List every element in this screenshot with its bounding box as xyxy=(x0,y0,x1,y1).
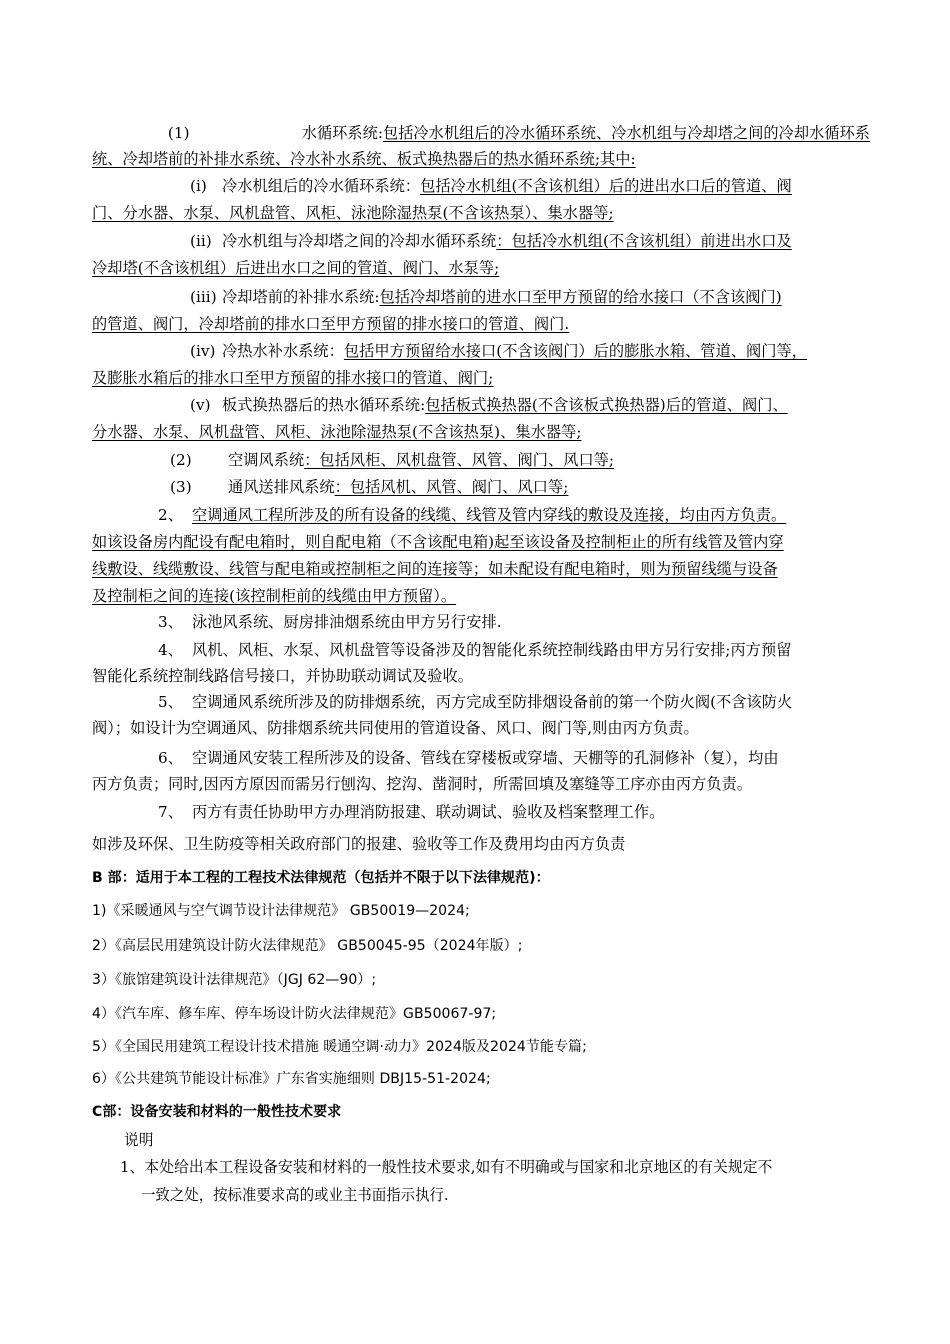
sub-item-label: 板式换热器后的热水循环系统: xyxy=(222,396,426,414)
item-4-line1 xyxy=(92,640,862,660)
para-label: 通风送排风系统 xyxy=(228,478,335,496)
para-text: ：包括风机、风管、阀门、风口等; xyxy=(334,478,569,496)
item-number: 2、 xyxy=(158,506,183,524)
sub-item-number: (iv) xyxy=(190,342,216,360)
item-text: 风机、风柜、水泵、风机盘管等设备涉及的智能化系统控制线路由甲方另行安排;丙方预留 xyxy=(192,641,792,659)
sub-item-v-line1 xyxy=(92,395,862,415)
item-5-line2: 阀）；如设计为空调通风、防排烟系统共同使用的管道设备、风口、阀门等,则由丙方负责。 xyxy=(92,719,699,737)
sub-item-number: (ii) xyxy=(190,232,212,250)
sub-item-text: 包括甲方预留给水接口(不含该阀门）后的膨胀水箱、管道、阀门等， xyxy=(343,342,808,360)
item-6-line1 xyxy=(92,748,862,768)
regulation-item: 4）《汽车库、修车库、停车场设计防火法律规范》GB50067-97; xyxy=(92,1006,497,1022)
item-text: 空调通风工程所涉及的所有设备的线缆、线管及管内穿线的敷设及连接，均由丙方负责。 xyxy=(192,506,787,524)
item-2-line3: 线敷设、线缆敷设、线管与配电箱或控制柜之间的连接等；如未配设有配电箱时，则为预留线缆与设备 xyxy=(92,560,778,578)
note-label: 说明 xyxy=(124,1131,154,1149)
para-label: 水循环系统: xyxy=(301,124,383,142)
item-7 xyxy=(92,802,862,822)
regulation-item: 3）《旅馆建筑设计法律规范》（JGJ 62—90）; xyxy=(92,972,377,988)
regulation-item: 6）《公共建筑节能设计标准》广东省实施细则 DBJ15-51-2024; xyxy=(92,1071,491,1087)
item-number: 4、 xyxy=(158,641,183,659)
sub-item-label: 冷热水补水系统： xyxy=(222,342,344,360)
sub-item-number: (i) xyxy=(190,177,207,195)
regulation-item: 2）《高层民用建筑设计防火法律规范》 GB50045-95（2024年版）; xyxy=(92,938,523,954)
regulation-item: 5）《全国民用建筑工程设计技术措施 暖通空调·动力》2024版及2024节能专篇; xyxy=(92,1039,587,1055)
sub-item-i-line2: 门、分水器、水泵、风机盘管、风柜、泳池除湿热泵(不含该热泵）、集水器等; xyxy=(92,204,614,222)
item-5-line1 xyxy=(92,692,862,712)
item-2-line1 xyxy=(92,505,862,525)
section-c-item-1-line2: 一致之处，按标准要求高的或业主书面指示执行. xyxy=(141,1186,449,1204)
sub-item-ii-line2: 冷却塔(不含该机组）后进出水口之间的管道、阀门、水泵等; xyxy=(92,259,500,277)
sub-item-iv-line1 xyxy=(92,341,862,361)
para-text: 包括冷水机组后的冷水循环系统、冷水机组与冷却塔之间的冷却水循环系 xyxy=(382,124,870,142)
item-2-line2: 如该设备房内配设有配电箱时，则自配电箱（不含该配电箱)起至该设备及控制柜止的所有线管及管内穿 xyxy=(92,533,784,551)
para-label: 空调风系统 xyxy=(228,451,305,469)
section-c-heading: C部：设备安装和材料的一般性技术要求 xyxy=(92,1104,342,1120)
sub-item-iii-line1 xyxy=(92,287,862,307)
sub-item-label: 冷水机组与冷却塔之间的冷却水循环系统 xyxy=(222,232,497,250)
para-number: (2) xyxy=(170,451,192,469)
para-water-system-line1 xyxy=(92,123,870,143)
para-number: (1) xyxy=(167,124,190,142)
sub-item-ii-line1 xyxy=(92,231,862,251)
sub-item-text: 包括冷却塔前的进水口至甲方预留的给水接口（不含该阀门) xyxy=(379,288,782,306)
item-text: 泳池风系统、厨房排油烟系统由甲方另行安排. xyxy=(192,613,502,631)
item-number: 7、 xyxy=(158,803,183,821)
item-number: 5、 xyxy=(158,693,183,711)
para-number: (3) xyxy=(170,478,192,496)
sub-item-iii-line2: 的管道、阀门，冷却塔前的排水口至甲方预留的排水接口的管道、阀门. xyxy=(92,315,570,333)
item-text: 丙方有责任协助甲方办理消防报建、联动调试、验收及档案整理工作。 xyxy=(192,803,665,821)
section-c-item-1-line1: 1、本处给出本工程设备安装和材料的一般性技术要求,如有不明确或与国家和北京地区的有关规定不 xyxy=(120,1158,773,1176)
item-6-line2: 丙方负责；同时,因丙方原因而需另行刨沟、挖沟、凿洞时，所需回填及塞缝等工序亦由丙方负责。 xyxy=(92,775,753,793)
item-number: 6、 xyxy=(158,749,183,767)
sub-item-label: 冷水机组后的冷水循环系统： xyxy=(222,177,421,195)
sub-item-label: 冷却塔前的补排水系统: xyxy=(222,288,380,306)
sub-item-v-line2: 分水器、水泵、风机盘管、风柜、泳池除湿热泵(不含该热泵)、集水器等; xyxy=(92,423,582,441)
para-text: ：包括风柜、风机盘管、风管、阀门、风口等; xyxy=(304,451,615,469)
item-3 xyxy=(92,612,862,632)
sub-item-text: 包括冷水机组(不含该机组）后的进出水口后的管道、阀 xyxy=(420,177,792,195)
sub-item-number: (v) xyxy=(190,396,211,414)
para-ventilation-system xyxy=(92,477,862,497)
item-number: 3、 xyxy=(158,613,183,631)
item-text: 空调通风安装工程所涉及的设备、管线在穿楼板或穿墙、天棚等的孔洞修补（复），均由 xyxy=(192,749,779,767)
sub-item-i-line1 xyxy=(92,176,862,196)
sub-item-iv-line2: 及膨胀水箱后的排水口至甲方预留的排水接口的管道、阀门; xyxy=(92,369,494,387)
para-air-system xyxy=(92,450,862,470)
sub-item-text: 包括板式换热器(不含该板式换热器)后的管道、阀门、 xyxy=(425,396,788,414)
item-4-line2: 智能化系统控制线路信号接口，并协助联动调试及验收。 xyxy=(92,667,473,685)
para-water-system-line2: 统、冷却塔前的补排水系统、冷水补水系统、板式换热器后的热水循环系统;其中: xyxy=(92,150,636,168)
sub-item-number: (iii) xyxy=(190,288,217,306)
regulation-item: 1)《采暖通风与空气调节设计法律规范》 GB50019—2024; xyxy=(92,903,470,919)
item-2-line4: 及控制柜之间的连接(该控制柜前的线缆由甲方预留）。 xyxy=(92,587,457,605)
closing-statement: 如涉及环保、卫生防疫等相关政府部门的报建、验收等工作及费用均由丙方负责 xyxy=(92,835,626,853)
item-text: 空调通风系统所涉及的防排烟系统，丙方完成至防排烟设备前的第一个防火阀(不含该防火 xyxy=(192,693,793,711)
sub-item-text: ：包括冷水机组(不含该机组）前进出水口及 xyxy=(496,232,792,250)
section-b-heading: B 部：适用于本工程的工程技术法律规范（包括并不限于以下法律规范)： xyxy=(92,870,550,886)
